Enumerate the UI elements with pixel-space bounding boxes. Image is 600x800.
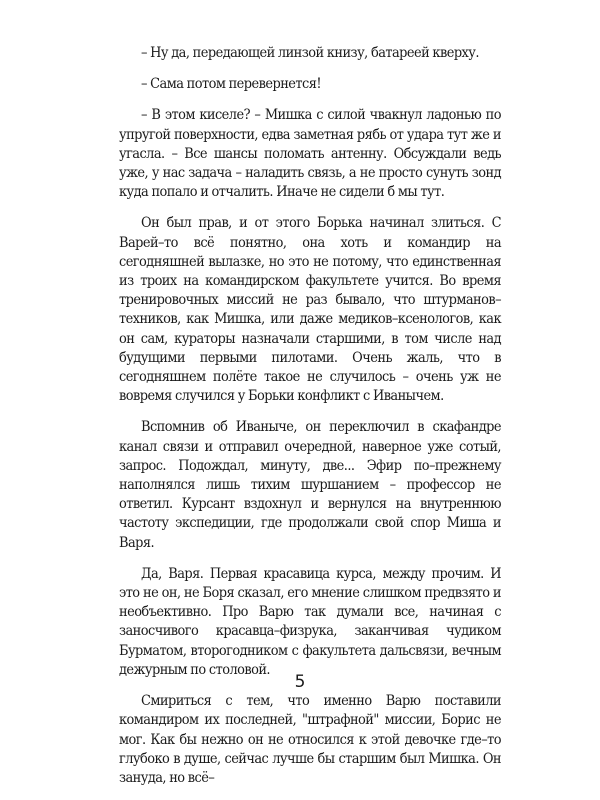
paragraph-4: Он был прав, и от этого Борька начинал злиться. С Варей–то всё понятно, она хоть и командир на сегодняшней вылазке, но это не потому, что единственная из троих на командирском факультете учится. Во время тренировочных миссий не раз бывало, что штурманов–техников, как Мишка, или даже медиков–ксенологов, как он сам, кураторы назначали старшими, в том числе над будущими первыми пилотами. Очень жаль, что в сегодняшнем полёте такое не случилось – очень уж не вовремя случился у Борьки конфликт с Иванычем. (119, 215, 501, 405)
paragraph-6: Да, Варя. Первая красавица курса, между прочим. И это не он, не Боря сказал, его мнение слишком предвзято и необъективно. Про Варю так думали все, начиная с заносчивого красавца–физрука, заканчивая чудиком Бурматом, второгодником с факультета дальсвязи, вечным дежурным по столовой. (119, 565, 501, 678)
paragraph-2: – Сама потом перевернется! (141, 76, 321, 93)
paragraph-3: – В этом киселе? – Мишка с силой чвакнул ладонью по упругой поверхности, едва заметная рябь от удара тут же и угасла. – Все шансы поломать антенну. Обсуждали ведь уже, у нас задача – наладить связь, а не просто сунуть зонд куда попало и отчалить. Иначе не сидели б мы тут. (119, 107, 501, 201)
page-number: 5 (294, 672, 306, 692)
paragraph-1: – Ну да, передающей линзой книзу, батареей кверху. (141, 45, 479, 61)
paragraph-5: Вспомнив об Иваныче, он переключил в скафандре канал связи и отправил очередной, наверное уже сотый, запрос. Подождал, минуту, две... Эфир по–прежнему наполнялся лишь тихим шуршанием – профессор не ответил. Курсант вздохнул и вернулся на внутреннюю частоту экспедиции, где продолжали свой спор Миша и Варя. (119, 419, 501, 551)
paragraph-7: Смириться с тем, что именно Варю поставили командиром их последней, "штрафной" миссии, Борис не мог. Как бы нежно он не относился к этой девочке где–то глубоко в душе, сейчас лучше бы старшим был Мишка. Он зануда, но всё– (119, 693, 501, 786)
